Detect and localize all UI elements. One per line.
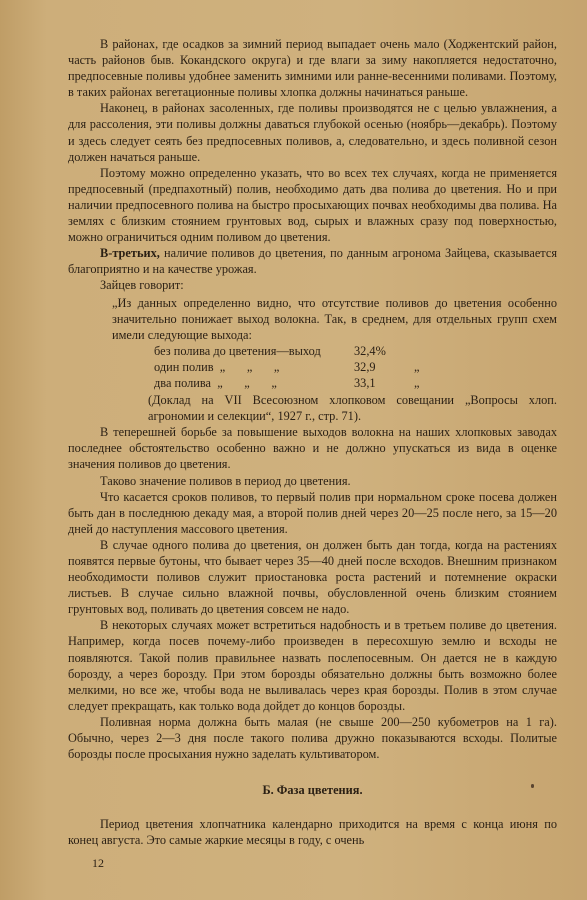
third-rest: наличие поливов до цветения, по данным агронома Зайцева, сказывается благоприятно и на качестве урожая.	[68, 246, 557, 277]
quote-text: „Из данных определенно видно, что отсутствие поливов до цветения особенно значительно понижает выход волокна. Так, в среднем, для отдельных групп схем имели следующие выхода:	[112, 295, 557, 342]
fiber-yield-stats	[154, 343, 557, 391]
stat-row	[154, 359, 557, 375]
paragraph-flowering-period: Период цветения хлопчатника календарно приходится на время с конца июня по конец августа. Это самые жаркие месяцы в году, с очень	[68, 817, 557, 848]
stat-row	[154, 343, 557, 359]
section-title: Б. Фаза цветения.	[262, 783, 363, 798]
stat-value: 33,1	[354, 375, 376, 390]
stat-tail: „	[414, 359, 420, 374]
paragraph-fiber-output: В теперешней борьбе за повышение выходов волокна на наших хлопковых заводах последнее обстоятельство особенно важно и не должно упускаться из вида в оценке значения поливов до цветения.	[68, 425, 557, 472]
paragraph-significance: Таково значение поливов в период до цветения.	[100, 473, 351, 488]
stat-value: 32,4%	[354, 343, 386, 358]
third-lead: В-третьих,	[100, 246, 160, 261]
stat-tail: „	[414, 375, 420, 390]
page-number: 12	[92, 856, 104, 870]
stat-label: один полив „ „ „	[154, 359, 280, 374]
stat-label: два полива „ „ „	[154, 375, 277, 390]
paragraph-third-point	[68, 245, 557, 277]
paragraph-two-irrigations: Поэтому можно определенно указать, что во всех тех случаях, когда не применяется предпосевный (предпахотный) полив, необходимо дать два полива до цветения. Но и при наличии предпосевного полива на быстро просыхающих почвах необходимы два полива. На землях с близким стоянием грунтовых вод, сырых и влажных сразу под поверхностью, можно ограничиться одним поливом до цветения.	[68, 165, 557, 245]
paragraph-timing: Что касается сроков поливов, то первый полив при нормальном сроке посева должен быть дан в последнюю декаду мая, а второй полив дней через 20—25 после него, за 15—20 дней до наступления массового цветения.	[68, 489, 557, 536]
stat-value: 32,9	[354, 359, 376, 374]
stat-row	[154, 375, 557, 391]
ink-spot	[531, 784, 534, 788]
paragraph-irrigation-norm: Поливная норма должна быть малая (не свыше 200—250 кубометров на 1 га). Обычно, через 2—3 дня после такого полива дружно показываются всходы. Политые борозды после просыхания нужно заделать культиватором.	[68, 714, 557, 762]
source-citation: (Доклад на VII Всесоюзном хлопковом совещании „Вопросы хлоп. агрономии и селекции“, 1927 г., стр. 71).	[148, 393, 557, 424]
paragraph-zaitsev-says: Зайцев говорит:	[100, 278, 184, 293]
paragraph-saline-regions: Наконец, в районах засоленных, где поливы производятся не с целью увлажнения, а для рассоления, эти поливы должны даваться глубокой осенью (ноябрь—декабрь). Поэтому и здесь следует сеять без предпосевных поливов, а, следовательно, и здесь поливной сезон должен начаться раньше.	[68, 101, 557, 164]
stat-label: без полива до цветения—выход	[154, 343, 321, 358]
paragraph-third-irrigation: В некоторых случаях может встретиться надобность и в третьем поливе до цветения. Например, когда посев почему-либо произведен в пересохшую землю и всходы не появляются. Такой полив правильнее назвать послепосевным. Он дается не в каждую борозду, а через борозду. При этом борозды обязательно должны быть возможно более мелкими, но все же, чтобы вода не выливалась через края борозды. Полив в этом случае следует прекращать, как только вода дойдет до концов борозды.	[68, 618, 557, 713]
paragraph-winter-irrigation: В районах, где осадков за зимний период выпадает очень мало (Ходжентский район, часть районов быв. Кокандского округа) и где влаги за зиму накопляется недостаточно, предпосевные поливы удобнее заменить зимними или ранне-весенними поливами. Поэтому, в таких районах вегетационные поливы хлопка должны начинаться раньше.	[68, 37, 557, 100]
paragraph-single-irrigation: В случае одного полива до цветения, он должен быть дан тогда, когда на растениях появятся первые бутоны, что бывает через 35—40 дней после всходов. Внешним признаком необходимости поливов служит приостановка роста растений и потемнение окраски листьев. В случае сильно влажной почвы, обусловленной очень близким стоянием грунтовых вод, поливать до цветения совсем не надо.	[68, 537, 557, 617]
